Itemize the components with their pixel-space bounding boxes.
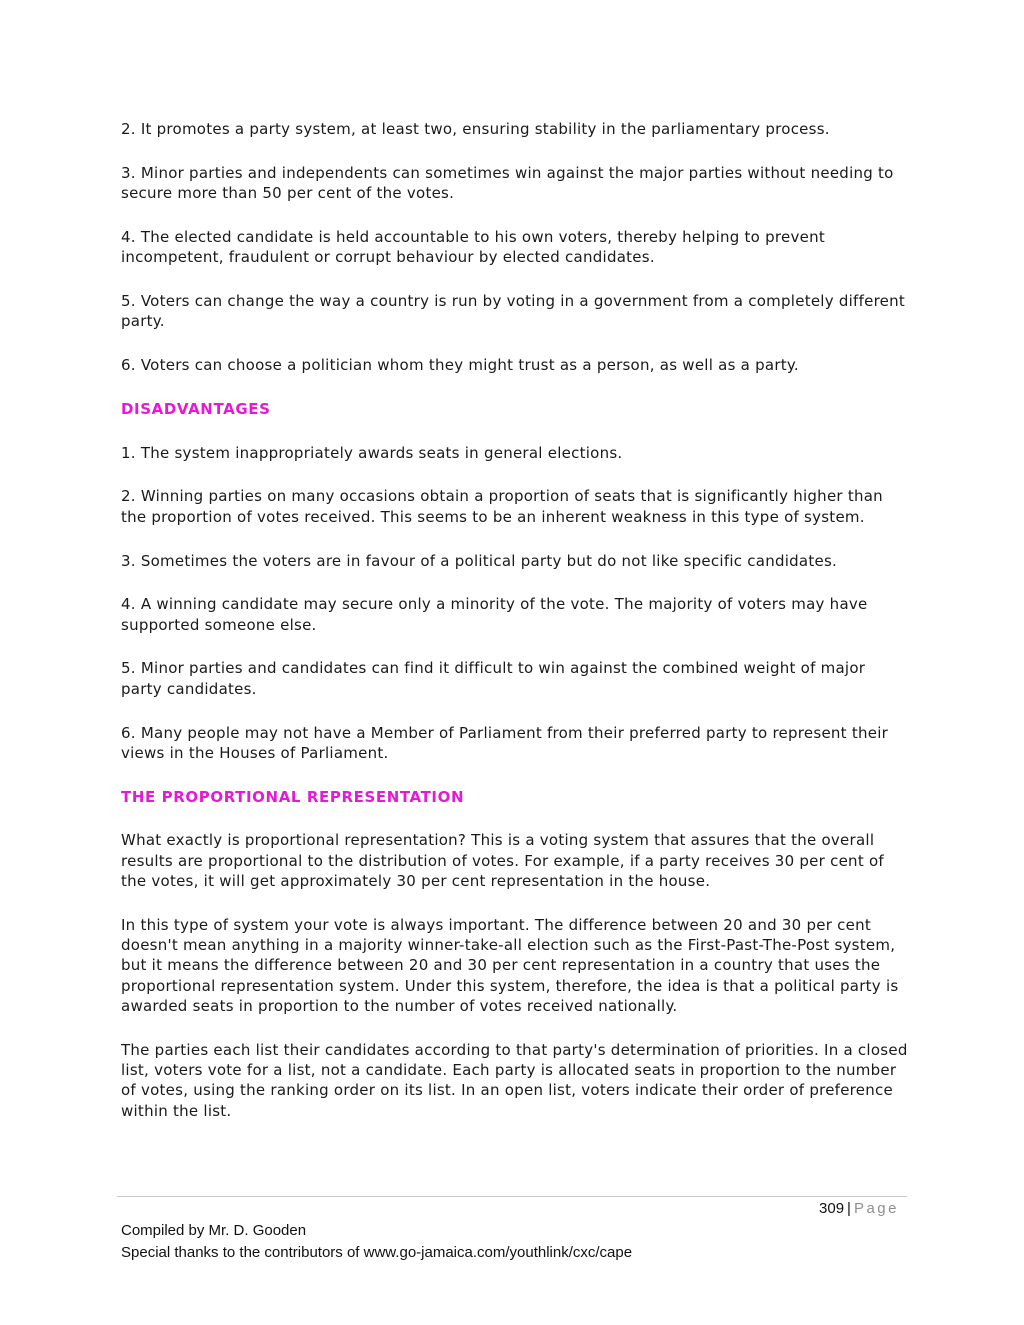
page-body [121, 119, 911, 1145]
advantage-item-6: 6. Voters can choose a politician whom they might trust as a person, as well as a party. [121, 356, 799, 375]
footer-thanks: Special thanks to the contributors of www.go-jamaica.com/youthlink/cxc/cape [121, 1244, 633, 1261]
advantage-item-3: 3. Minor parties and independents can sometimes win against the major parties without needing to secure more than 50 per cent of the votes. [121, 163, 894, 203]
pr-paragraph-importance: In this type of system your vote is always important. The difference between 20 and 30 per cent doesn't mean anything in a majority winner-take-all election such as the First-Past-The-Post system, but it means the difference between 20 and 30 per cent representation in a country that uses the proportional representation system. Under this system, therefore, the idea is that a political party is awarded seats in proportion to the number of votes received nationally. [121, 915, 899, 1016]
advantage-item-4: 4. The elected candidate is held accountable to his own voters, thereby helping to prevent incompetent, fraudulent or corrupt behaviour by elected candidates. [121, 227, 825, 267]
disadvantage-item-4: 4. A winning candidate may secure only a minority of the vote. The majority of voters may have supported someone else. [121, 595, 868, 634]
advantage-item-5: 5. Voters can change the way a country is run by voting in a government from a completely different party. [121, 291, 906, 331]
proportional-representation-heading: THE PROPORTIONAL REPRESENTATION [121, 787, 465, 806]
disadvantage-item-2: 2. Winning parties on many occasions obtain a proportion of seats that is significantly higher than the proportion of votes received. This seems to be an inherent weakness in this type of system. [121, 487, 883, 526]
disadvantages-heading: DISADVANTAGES [121, 399, 271, 418]
disadvantage-item-1: 1. The system inappropriately awards seats in general elections. [121, 443, 623, 462]
footer-compiled-by: Compiled by Mr. D. Gooden [121, 1222, 307, 1239]
page-separator: | [847, 1200, 851, 1217]
page-word: Page [853, 1200, 899, 1217]
footer-divider [117, 1196, 907, 1197]
disadvantage-item-3: 3. Sometimes the voters are in favour of a political party but do not like specific candidates. [121, 551, 838, 570]
page-number-block [819, 1199, 899, 1219]
disadvantage-item-5: 5. Minor parties and candidates can find it difficult to win against the combined weight of major party candidates. [121, 659, 866, 698]
pr-paragraph-definition: What exactly is proportional representation? This is a voting system that assures that the overall results are proportional to the distribution of votes. For example, if a party receives 30 per cent of the votes, it will get approximately 30 per cent representation in the house. [121, 831, 884, 891]
page-number: 309 [819, 1200, 845, 1217]
pr-paragraph-lists: The parties each list their candidates according to that party's determination of priorities. In a closed list, voters vote for a list, not a candidate. Each party is allocated seats in proportion to the number of votes, using the ranking order on its list. In an open list, voters indicate their order of preference within the list. [121, 1040, 908, 1120]
disadvantage-item-6: 6. Many people may not have a Member of Parliament from their preferred party to represent their views in the Houses of Parliament. [121, 723, 889, 762]
advantage-item-2: 2. It promotes a party system, at least two, ensuring stability in the parliamentary process. [121, 120, 830, 138]
